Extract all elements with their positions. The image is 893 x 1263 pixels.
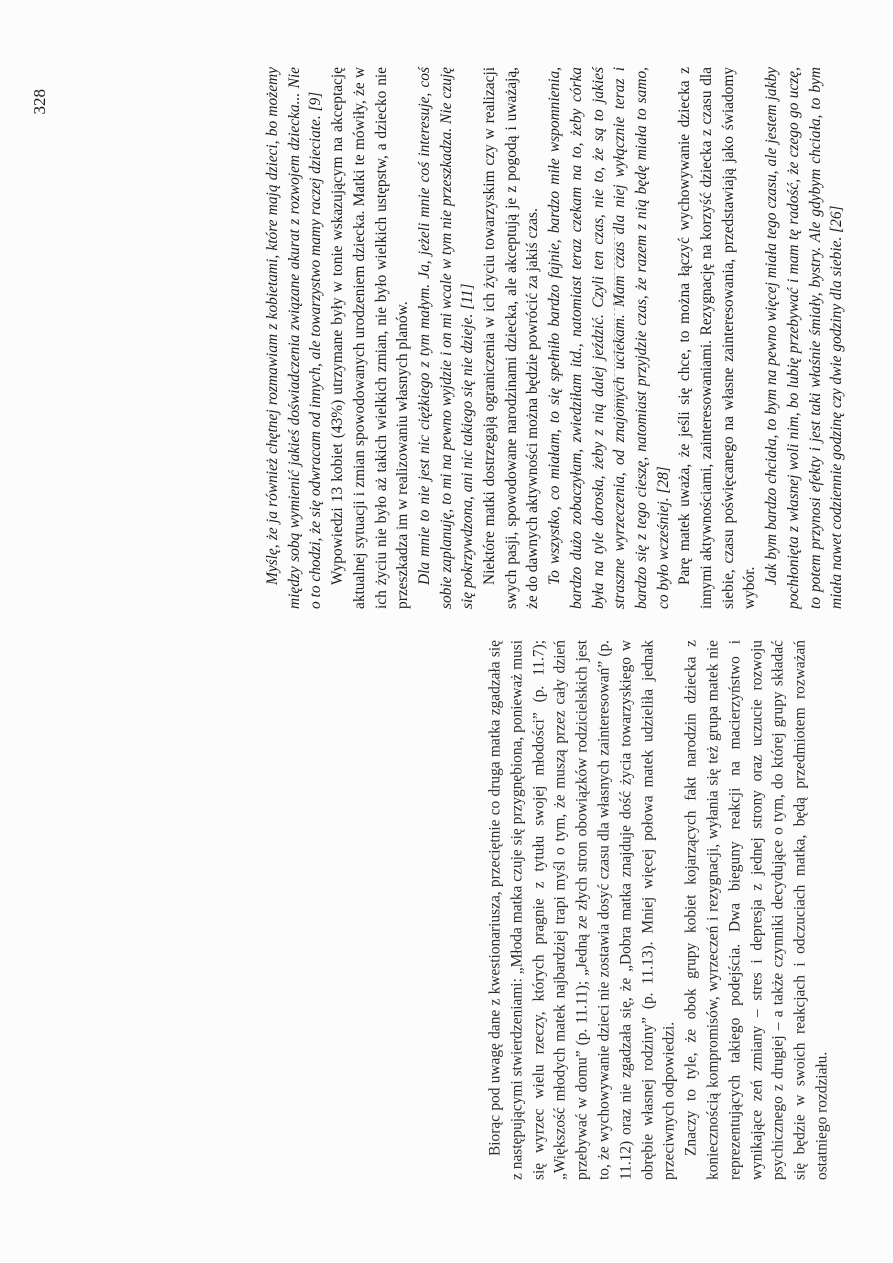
quote-paragraph: To wszystko, co miałam, to się spełniło bardzo fajnie, bardzo miłe wspomnienia, bardzo dużo zobaczyłam, zwiedziłam itd., natomiast teraz czekam na to, żeby córka była na tyle dorosła, żeby z nią dalej jeździć. Czyli ten czas, nie to, że są to jakieś straszne wyrzeczenia, od znajomych uciekam. Mam czas dla niej wyłącznie teraz i bardzo się z tego cieszę, natomiast przyjdzie czas, że razem z nią będę miała to samo, co było wcześniej. [28]	[546, 67, 672, 609]
quote-paragraph: Dla mnie to nie jest nic ciężkiego z tym małym. Ja, jeżeli mnie coś interesuje, coś sobie zaplanuję, to mi na pewno wyjdzie i on mi wcale w tym nie przeszkadza. Nie czuję się pokrzywdzona, ani nic takiego się nie dzieje. [11]	[415, 67, 477, 609]
page-fold-line	[614, 232, 619, 412]
body-paragraph: Biorąc pod uwagę dane z kwestionariusza, przeciętnie co druga matka zgadzała się z następującymi stwierdzeniami: „Młoda matka czuje się przygnębiona, ponieważ musi się wyrzec wielu rzeczy, których pragnie z tytułu swojej młodości” (p. 11.7); „Większość młodych matek najbardziej trapi myśl o tym, że muszą przez cały dzień przebywać w domu” (p. 11.11); „Jedną ze złych stron obowiązków rodzicielskich jest to, że wychowywanie dzieci nie zostawia dosyć czasu dla własnych zainteresowań” (p. 11.12) oraz nie zgadzała się, że „Dobra matka znajduje dość życia towarzyskiego w obrębie własnej rodziny” (p. 11.13). Mniej więcej połowa matek udzieliła jednak przeciwnych odpowiedzi.	[486, 640, 678, 1180]
quote-paragraph: Myślę, że ja również chętnej rozmawiam z kobietami, które mają dzieci, bo możemy między sobą wymienić jakieś doświadczenia związane akurat z rozwojem dziecka... Nie o to chodzi, że się odwracam od innych, ale towarzystwo mamy raczej dzieciate. [9]	[264, 67, 325, 609]
lower-text-block	[484, 640, 833, 1180]
page-number: 328	[30, 89, 49, 115]
quote-paragraph: Jak bym bardzo chciała, to bym na pewno więcej miała tego czasu, ale jestem jakby pochłonięta z własnej woli nim, bo lubię przebywać i mam tę radość, że czego go uczę, to potem przynosi efekty i jest taki właśnie śmiały, bystry. Ale gdybym chciała, to bym miała nawet codziennie godzinę czy dwie godziny dla siebie. [26]	[763, 67, 846, 609]
body-paragraph: Wypowiedzi 13 kobiet (43%) utrzymane były w tonie wskazującym na akceptację aktualnej sytuacji i zmian spowodowanych urodzeniem dziecka. Matki te mówiły, że w ich życiu nie było aż takich wielkich zmian, nie było wielkich ustępstw, a dziecko nie przeszkadza im w realizowaniu własnych planów.	[329, 67, 412, 609]
body-paragraph: Znaczy to tyle, że obok grupy kobiet kojarzących fakt narodzin dziecka z koniecznością kompromisów, wyrzeczeń i rezygnacji, wyłania się też grupa matek nie reprezentujących takiego podejścia. Dwa bieguny reakcji na macierzyństwo i wynikające zeń zmiany – stres i depresja z jednej strony oraz uczucie rozwoju psychicznego z drugiej – a także czynniki decydujące o tym, do której grupy składać się będzie w swoich reakcjach i odczuciach matka, będą przedmiotem rozważań ostatniego rozdziału.	[682, 640, 831, 1180]
body-paragraph: Parę matek uważa, że jeśli się chce, to można łączyć wychowywanie dziecka z innymi aktywnościami, zainteresowaniami. Rezygnację na korzyść dziecka z czasu dla siebie, czasu poświęcanego na własne zainteresowania, przedstawiają jako świadomy wybór.	[676, 67, 759, 609]
body-paragraph: Niektóre matki dostrzegają ograniczenia w ich życiu towarzyskim czy w realizacji swych pasji, spowodowane narodzinami dziecka, ale akceptują je z pogodą i uważają, że do dawnych aktywności można będzie powrócić za jakiś czas.	[481, 67, 542, 609]
upper-text-block	[262, 67, 848, 609]
